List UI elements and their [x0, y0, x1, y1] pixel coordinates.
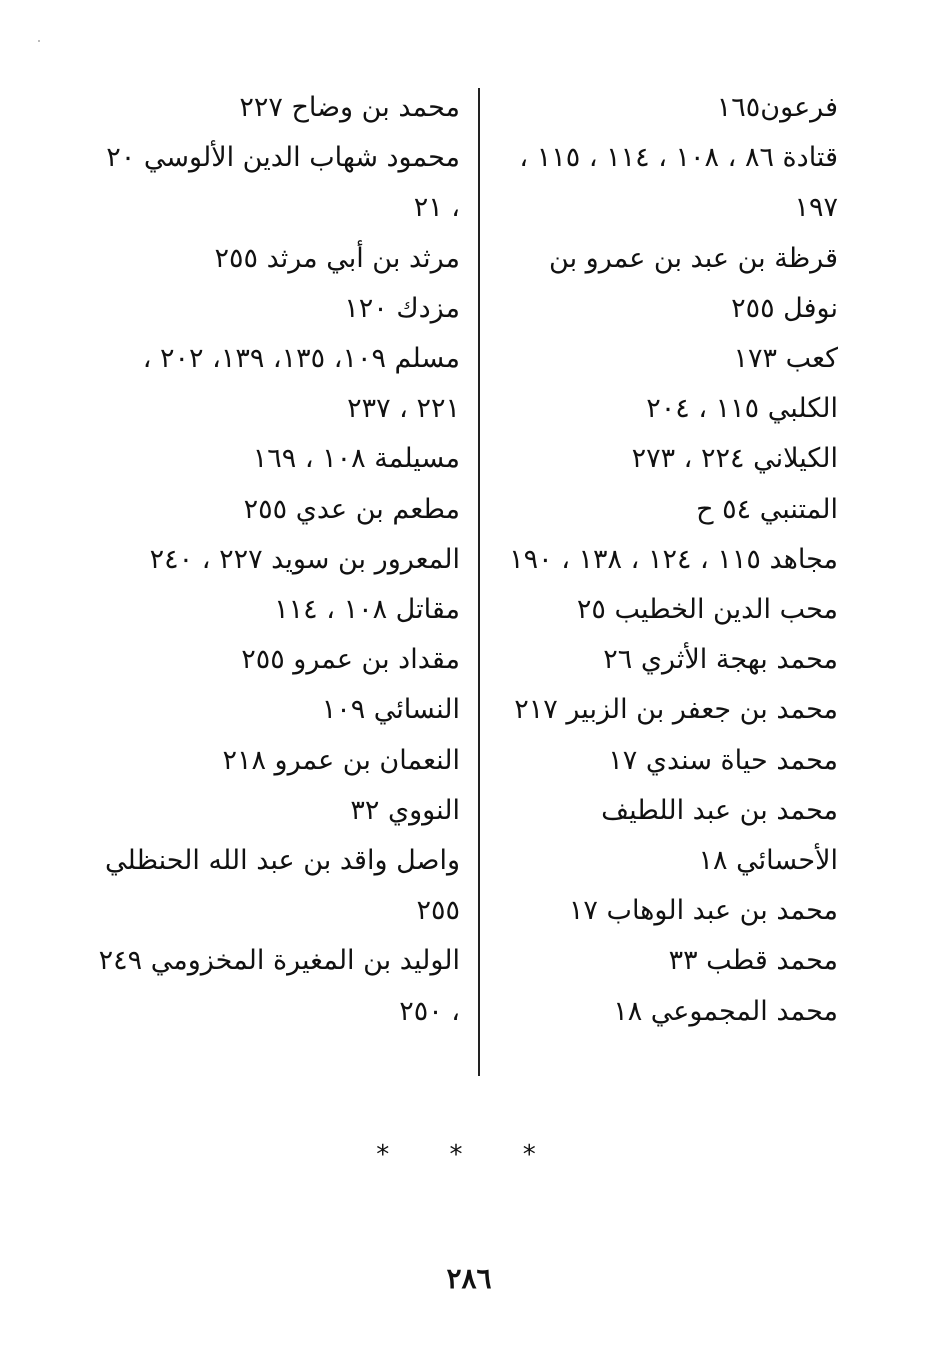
index-entry: الوليد بن المغيرة المخزومي ٢٤٩ ، ٢٥٠ [98, 945, 460, 1027]
index-entry: محمد بن عبد اللطيف الأحسائي ١٨ [601, 794, 838, 877]
index-entry: محمد قطب ٣٣ [668, 945, 838, 977]
index-entry: فرعون١٦٥ [716, 92, 838, 123]
index-entry: مجاهد ١١٥ ، ١٢٤ ، ١٣٨ ، ١٩٠ [509, 543, 838, 575]
section-separator: * * * [376, 1140, 562, 1170]
index-column-right [493, 83, 838, 1037]
column-divider [478, 88, 480, 1076]
index-entry: المتنبي ٥٤ ح [696, 493, 838, 525]
index-entry: المعرور بن سويد ٢٢٧ ، ٢٤٠ [149, 543, 460, 575]
index-entry: مسلم ١٠٩، ١٣٥، ١٣٩، ٢٠٢ ، ٢٢١ ، ٢٣٧ [142, 343, 460, 425]
index-entry: الكلبي ١١٥ ، ٢٠٤ [646, 393, 838, 425]
index-entry: النعمان بن عمرو ٢١٨ [222, 744, 460, 776]
index-entry: مزدك ١٢٠ [344, 292, 460, 324]
index-entry: مقداد بن عمرو ٢٥٥ [241, 644, 460, 676]
index-entry: محمد المجموعي ١٨ [613, 995, 838, 1027]
index-column-left [95, 83, 460, 1037]
index-entry: محمود شهاب الدين الألوسي ٢٠ ، ٢١ [106, 142, 460, 224]
index-entry: مرثد بن أبي مرثد ٢٥٥ [214, 242, 460, 274]
index-entry: النووي ٣٢ [350, 794, 460, 826]
index-entry: محمد بن جعفر بن الزبير ٢١٧ [514, 694, 838, 726]
index-entry: محب الدين الخطيب ٢٥ [576, 594, 838, 626]
scan-speck [38, 40, 40, 42]
index-entry: الكيلاني ٢٢٤ ، ٢٧٣ [631, 443, 838, 475]
index-entry: محمد بن وضاح ٢٢٧ [239, 92, 460, 123]
index-entry: قتادة ٨٦ ، ١٠٨ ، ١١٤ ، ١١٥ ، ١٩٧ [519, 142, 838, 224]
index-entry: كعب ١٧٣ [733, 343, 838, 375]
index-entry: مطعم بن عدي ٢٥٥ [243, 493, 460, 525]
index-entry: قرظة بن عبد بن عمرو بن نوفل ٢٥٥ [549, 242, 838, 324]
page-number: ٢٨٦ [446, 1262, 492, 1295]
index-entry: واصل واقد بن عبد الله الحنظلي ٢٥٥ [105, 845, 460, 927]
index-entry: محمد حياة سندي ١٧ [608, 744, 838, 776]
index-entry: محمد بن عبد الوهاب ١٧ [568, 895, 838, 927]
index-entry: مسيلمة ١٠٨ ، ١٦٩ [252, 443, 460, 475]
index-entry: مقاتل ١٠٨ ، ١١٤ [274, 594, 460, 626]
index-entry: النسائي ١٠٩ [321, 694, 460, 726]
index-entry: محمد بهجة الأثري ٢٦ [603, 644, 838, 676]
